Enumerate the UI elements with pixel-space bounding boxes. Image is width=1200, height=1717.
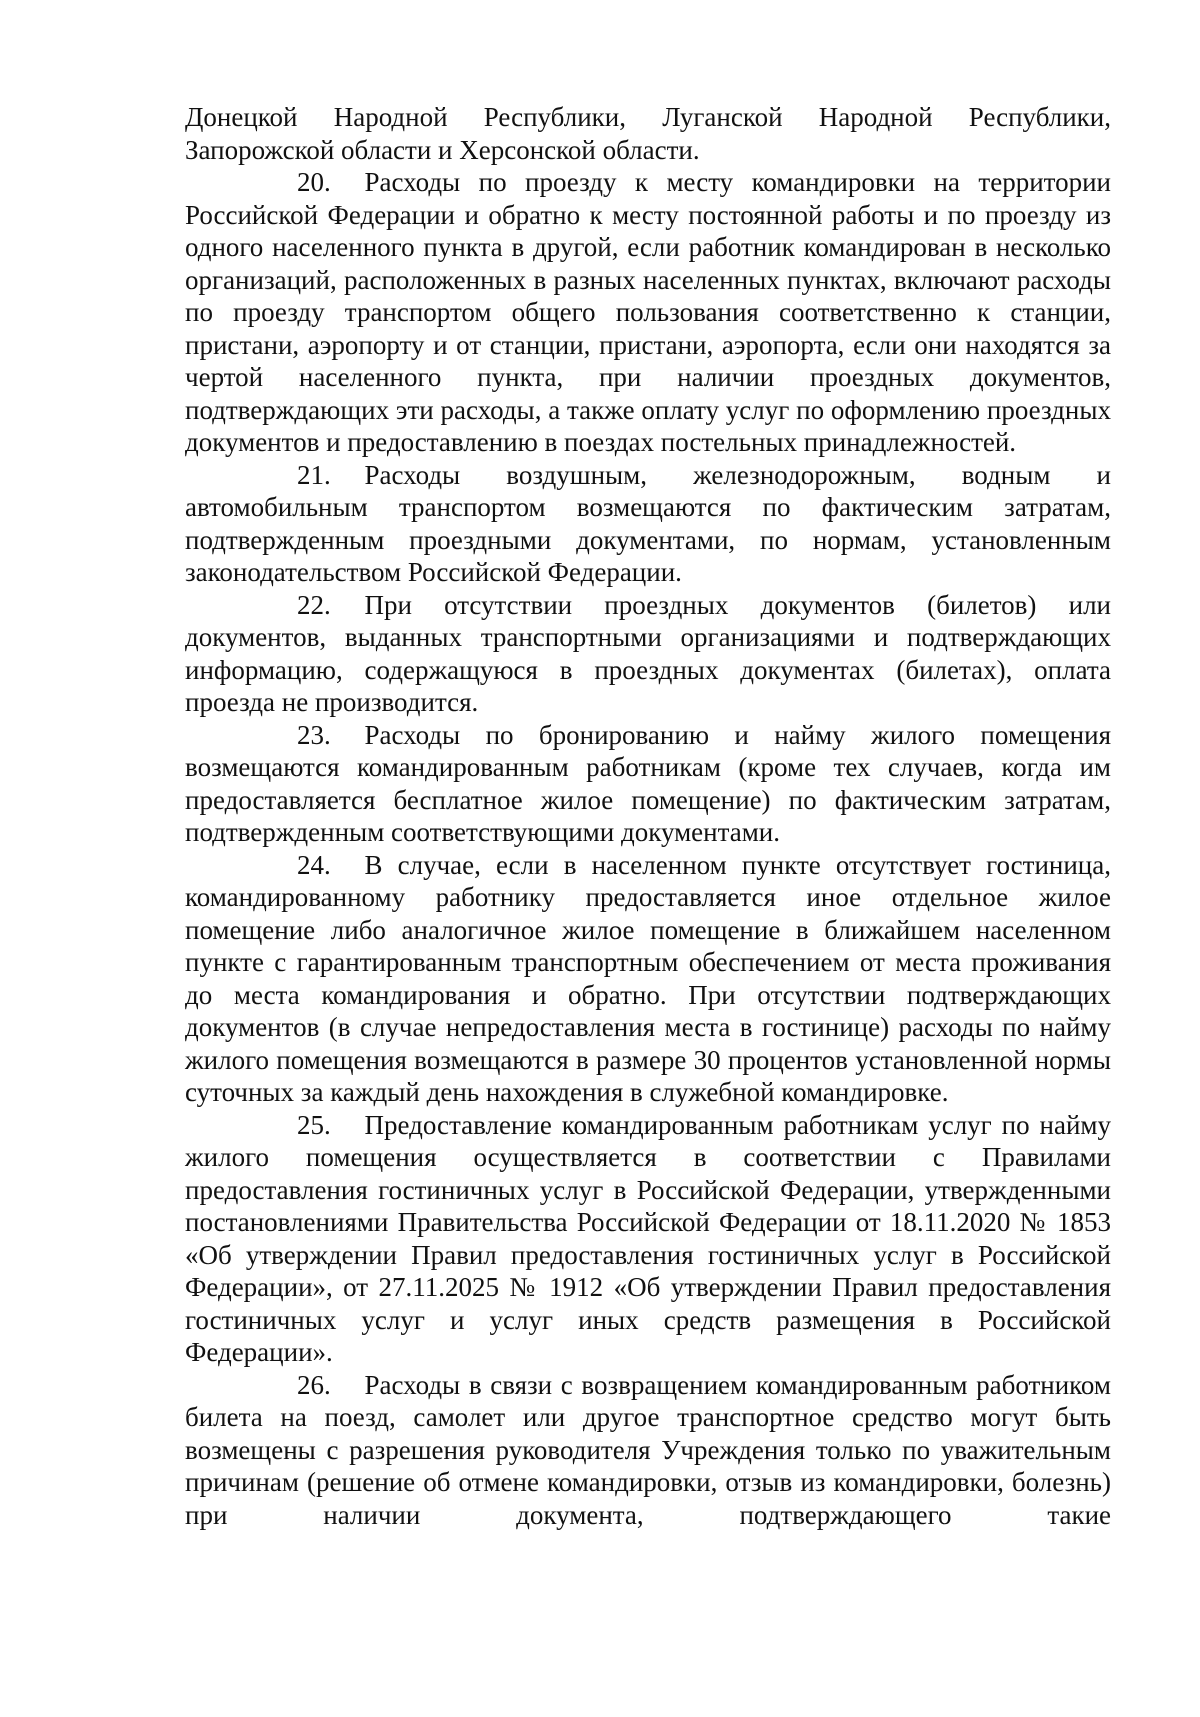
item-text: При отсутствии проездных документов (билетов) или документов, выданных транспортными организациями и подтверждающих информацию, содержащуюся в проездных документах (билетах), оплата проезда не производится. bbox=[185, 589, 1111, 717]
item-text: Расходы по проезду к месту командировки на территории Российской Федерации и обратно к месту постоянной работы и по проезду из одного населенного пункта в другой, если работник командирован в несколько организаций, расположенных в разных населенных пунктах, включают расходы по проезду транспортом общего пользования соответственно к станции, пристани, аэропорту и от станции, пристани, аэропорта, если они находятся за чертой населенного пункта, при наличии проездных документов, подтверждающих эти расходы, а также оплату услуг по оформлению проездных документов и предоставлению в поездах постельных принадлежностей. bbox=[185, 167, 1111, 457]
paragraph-item-20 bbox=[185, 166, 1111, 459]
item-number: 26. bbox=[297, 1369, 331, 1400]
item-text: Предоставление командированным работникам услуг по найму жилого помещения осуществляется в соответствии с Правилами предоставления гостиничных услуг в Российской Федерации, утвержденными постановлениями Правительства Российской Федерации от 18.11.2020 № 1853 «Об утверждении Правил предоставления гостиничных услуг в Российской Федерации», от 27.11.2025 № 1912 «Об утверждении Правил предоставления гостиничных услуг и услуг иных средств размещения в Российской Федерации». bbox=[185, 1109, 1111, 1367]
item-number: 25. bbox=[297, 1109, 331, 1140]
item-number: 23. bbox=[297, 719, 331, 750]
item-number: 20. bbox=[297, 167, 331, 197]
item-text: Расходы по бронированию и найму жилого помещения возмещаются командированным работникам (кроме тех случаев, когда им предоставляется бесплатное жилое помещение) по фактическим затратам, подтвержденным соответствующими документами. bbox=[185, 719, 1111, 847]
paragraph-item-25 bbox=[185, 1109, 1111, 1369]
item-text: Расходы воздушным, железнодорожным, водным и автомобильным транспортом возмещаются по фактическим затратам, подтвержденным проездными документами, по нормам, установленным законодательством Российской Федерации. bbox=[185, 459, 1111, 587]
item-text: Расходы в связи с возвращением командированным работником билета на поезд, самолет или другое транспортное средство могут быть возмещены с разрешения руководителя Учреждения только по уважительным причинам (решение об отмене командировки, отзыв из командировки, болезнь) при наличии документа, подтверждающего такие bbox=[185, 1369, 1111, 1530]
item-number: 22. bbox=[297, 589, 331, 620]
paragraph-item-23 bbox=[185, 719, 1111, 849]
paragraph-item-26 bbox=[185, 1369, 1111, 1532]
paragraph-item-24 bbox=[185, 849, 1111, 1109]
item-number: 21. bbox=[297, 459, 331, 490]
paragraph-continuation: Донецкой Народной Республики, Луганской Народной Республики, Запорожской области и Херсонской области. bbox=[185, 102, 1111, 165]
paragraph-item-21 bbox=[185, 459, 1111, 589]
item-text: В случае, если в населенном пункте отсутствует гостиница, командированному работнику предоставляется иное отдельное жилое помещение либо аналогичное жилое помещение в ближайшем населенном пункте с гарантированным транспортным обеспечением от места проживания до места командирования и обратно. При отсутствии подтверждающих документов (в случае непредоставления места в гостинице) расходы по найму жилого помещения возмещаются в размере 30 процентов установленной нормы суточных за каждый день нахождения в служебной командировке. bbox=[185, 849, 1111, 1107]
document-body bbox=[185, 101, 1111, 1531]
paragraph-item-22 bbox=[185, 589, 1111, 719]
item-number: 24. bbox=[297, 849, 331, 880]
